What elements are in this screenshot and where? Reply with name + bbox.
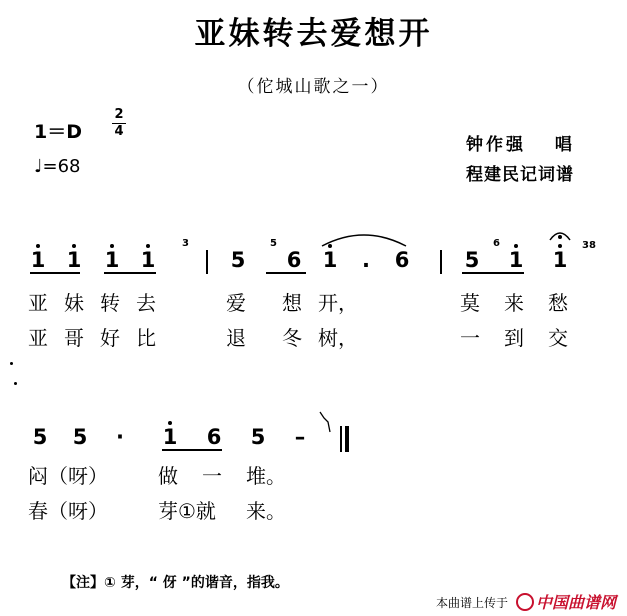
- final-bar-thin: [340, 426, 342, 452]
- lyric-syllable: 来。: [246, 499, 286, 523]
- lyric-syllable: 亚: [28, 291, 48, 315]
- lyric-syllable: 去: [136, 291, 156, 315]
- beam: [30, 272, 80, 274]
- lyric-syllable: 做: [158, 464, 178, 488]
- source-text: 本曲谱上传于: [436, 596, 509, 610]
- octave-dot: [558, 244, 562, 248]
- grace-note: 3: [182, 238, 189, 249]
- key-signature: 1＝D: [34, 121, 82, 143]
- lyric-syllable: 想: [282, 291, 302, 315]
- time-signature-top: 2: [114, 107, 124, 122]
- bar-line: [206, 250, 208, 274]
- grace-note: 38: [582, 240, 596, 251]
- stray-mark: [14, 382, 17, 385]
- lyric-syllable: 开，: [318, 291, 358, 315]
- lyric-syllable: 到: [504, 326, 524, 350]
- lyric-syllable: 好: [100, 326, 120, 350]
- credit-recorder: 程建民记词谱: [466, 165, 574, 185]
- lyric-syllable: 树，: [318, 326, 358, 350]
- octave-dot: [72, 244, 76, 248]
- note: 1: [508, 248, 524, 272]
- note: .: [362, 248, 370, 272]
- note: 5: [464, 248, 480, 272]
- note: 6: [206, 425, 222, 449]
- octave-dot: [146, 244, 150, 248]
- lyric-syllable: 亚: [28, 326, 48, 350]
- octave-dot: [110, 244, 114, 248]
- site-logo-text: 中国曲谱网: [536, 593, 617, 612]
- note: 6: [394, 248, 410, 272]
- lyric-syllable: 冬: [282, 326, 302, 350]
- fermata-icon: [548, 226, 572, 242]
- lyric-syllable: 春: [28, 499, 48, 523]
- footnote: 【注】① 芽，“ 伢 ”的谐音，指我。: [62, 575, 289, 591]
- beam: [162, 449, 222, 451]
- lyric-syllable: 交: [548, 326, 568, 350]
- time-signature: [112, 108, 126, 139]
- beam: [462, 272, 524, 274]
- lyric-syllable: 爱: [226, 291, 246, 315]
- lyric-syllable: 哥: [64, 326, 84, 350]
- lyric-syllable: 一: [202, 464, 222, 488]
- note: 1: [66, 248, 82, 272]
- song-subtitle: （佗城山歌之一）: [237, 77, 390, 97]
- time-signature-bottom: 4: [114, 124, 124, 139]
- lyric-syllable: （呀）: [48, 464, 108, 488]
- beam: [104, 272, 156, 274]
- lyric-syllable: 比: [136, 326, 156, 350]
- beam: [266, 272, 306, 274]
- lyric-syllable: 愁: [548, 291, 568, 315]
- octave-dot: [168, 421, 172, 425]
- note: 1: [162, 425, 178, 449]
- logo-mark-icon: [516, 593, 534, 611]
- note: 5: [230, 248, 246, 272]
- breath-mark-icon: [318, 410, 332, 434]
- slur: [318, 228, 410, 248]
- note-extension: –: [294, 425, 306, 449]
- lyric-syllable: 一: [460, 326, 480, 350]
- grace-note: 5: [270, 238, 277, 249]
- lyric-syllable: 芽①就: [158, 499, 216, 523]
- note: 1: [322, 248, 338, 272]
- credit-singer: 钟作强 唱: [466, 135, 575, 155]
- note: 6: [286, 248, 302, 272]
- bar-line: [440, 250, 442, 274]
- octave-dot: [36, 244, 40, 248]
- lyric-syllable: 妹: [64, 291, 84, 315]
- lyric-syllable: 退: [226, 326, 246, 350]
- note: 5: [32, 425, 48, 449]
- note: 1: [552, 248, 568, 272]
- lyric-syllable: （呀）: [48, 499, 108, 523]
- song-title: 亚妹转去爱想开: [194, 16, 433, 52]
- note: 1: [30, 248, 46, 272]
- lyric-syllable: 闷: [28, 464, 48, 488]
- octave-dot: [514, 244, 518, 248]
- site-logo: [516, 590, 616, 613]
- stray-mark: [10, 362, 13, 365]
- lyric-syllable: 堆。: [246, 464, 286, 488]
- note-dot: ·: [116, 425, 124, 449]
- tempo-marking: ♩=68: [34, 156, 81, 177]
- lyric-syllable: 转: [100, 291, 120, 315]
- note: 5: [250, 425, 266, 449]
- lyric-syllable: 来: [504, 291, 524, 315]
- note: 5: [72, 425, 88, 449]
- note: 1: [104, 248, 120, 272]
- final-bar-thick: [345, 426, 349, 452]
- note: 1: [140, 248, 156, 272]
- lyric-syllable: 莫: [460, 291, 480, 315]
- grace-note: 6: [493, 238, 500, 249]
